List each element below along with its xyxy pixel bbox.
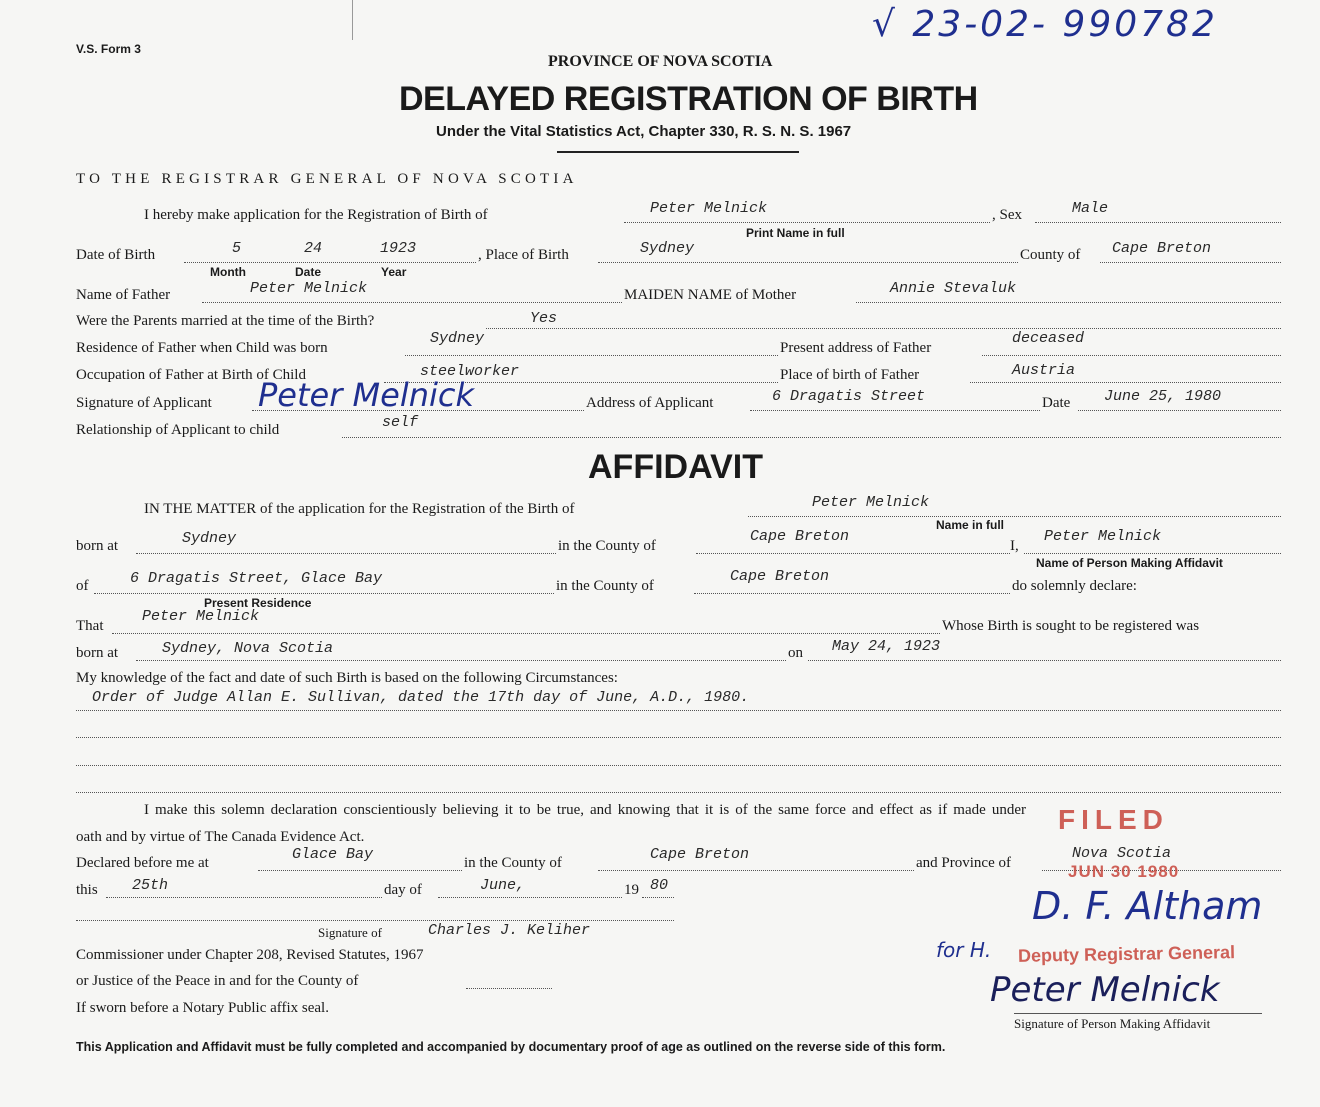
affiant-sig-label: Signature of Person Making Affidavit [1014,1016,1211,1031]
county3-value: Cape Breton [650,846,750,863]
filed-date-stamp: JUN 30 1980 [1068,862,1180,881]
born-at-label: born at [76,538,119,554]
circumstances-line-2 [76,737,1281,738]
father-res-line [405,355,778,356]
applicant-addr-line [750,410,1040,411]
commissioner-name: Charles J. Keliher [428,922,591,939]
mother-value: Annie Stevaluk [890,280,1017,297]
in-county-label-1: in the County of [558,538,656,554]
day-value: 25th [132,877,169,894]
married-line [486,328,1281,329]
of-label: of [76,578,89,594]
circumstances-line-3 [76,765,1281,766]
date-value: June 25, 1980 [1104,388,1222,405]
father-res-label: Residence of Father when Child was born [76,340,328,356]
in-county-label-2: in the County of [556,578,654,594]
born-on-line [808,660,1281,661]
father-pob-label: Place of birth of Father [780,367,920,383]
residence-note: Present Residence [204,596,312,610]
commissioner-line: Commissioner under Chapter 208, Revised Statutes, 1967 [76,947,424,963]
month-line [438,897,622,898]
this-label: this [76,882,98,898]
circumstances-value: Order of Judge Allan E. Sullivan, dated the 17th day of June, A.D., 1980. [92,689,750,706]
sex-label: , Sex [992,207,1022,223]
month-value: June, [480,877,526,894]
dob-year: 1923 [380,240,417,257]
dob-label: Date of Birth [76,247,156,263]
circumstances-line-1 [76,710,1281,711]
applicant-signature: Peter Melnick [258,376,475,414]
father-addr-value: deceased [1012,330,1085,347]
father-value: Peter Melnick [250,280,368,297]
date-label: Date [1042,395,1071,411]
month-note: Month [210,265,246,279]
county-line [1100,262,1281,263]
father-pob-value: Austria [1012,362,1076,379]
married-label: Were the Parents married at the time of the Birth? [76,313,375,329]
year-note: Year [381,265,407,279]
father-addr-label: Present address of Father [780,340,932,356]
date-note: Date [295,265,322,279]
applicant-addr-label: Address of Applicant [586,395,714,411]
sig-of-label: Signature of [318,925,382,940]
province-label: and Province of [916,855,1011,871]
notary-line: If sworn before a Notary Public affix seal. [76,1000,329,1016]
i-label: I, [1010,538,1019,554]
father-occ-label: Occupation of Father at Birth of Child [76,367,306,383]
county2-value: Cape Breton [730,568,830,585]
father-res-value: Sydney [430,330,485,347]
affiant-signature: Peter Melnick [990,970,1220,1010]
applicant-addr-value: 6 Dragatis Street [772,388,926,405]
binding-mark [352,0,353,40]
matter-name: Peter Melnick [812,494,930,511]
dob-month: 5 [232,240,242,257]
form-id: V.S. Form 3 [76,42,141,56]
county-value: Cape Breton [1112,240,1212,257]
father-pob-line [970,382,1281,383]
declared-line [258,870,462,871]
affiant-line [1024,553,1281,554]
in-county-label-3: in the County of [464,855,562,871]
justice-line: or Justice of the Peace in and for the County of [76,973,359,989]
declared-value: Glace Bay [292,846,374,863]
knowledge-label: My knowledge of the fact and date of such Birth is based on the following Circumstances: [76,670,618,686]
affiant-sig-rule [1014,1013,1262,1014]
solemn-line-2: oath and by virtue of The Canada Evidence Act. [76,829,365,845]
declared-label: Declared before me at [76,855,209,871]
mother-line [856,302,1281,303]
county-label: County of [1020,247,1081,263]
date-line [1078,410,1281,411]
declare-label: do solemnly declare: [1012,578,1137,594]
married-value: Yes [530,310,558,327]
registrar-signature: D. F. Altham [1032,884,1263,928]
that-label: That [76,618,104,634]
relationship-value: self [382,414,419,431]
intro-label: I hereby make application for the Registration of Birth of [144,207,488,223]
file-number: √ 23-02- 990782 [872,4,1218,45]
affiant-name: Peter Melnick [1044,528,1162,545]
deputy-registrar-stamp: Deputy Registrar General [1017,942,1236,966]
father-occ-value: steelworker [420,363,520,380]
day-line [106,897,382,898]
pob-label: , Place of Birth [478,247,569,263]
dob-line [184,262,476,263]
name-full-note: Name in full [936,518,1005,532]
province-value: Nova Scotia [1072,845,1172,862]
form-title: DELAYED REGISTRATION OF BIRTH [399,80,978,118]
county1-line [696,553,1010,554]
father-label: Name of Father [76,287,171,303]
justice-county-line [466,988,552,989]
born-on-value: May 24, 1923 [832,638,941,655]
father-addr-line [982,355,1281,356]
print-name-note: Print Name in full [746,226,845,240]
whose-label: Whose Birth is sought to be registered was [942,618,1200,634]
year-line [642,897,674,898]
on-label: on [788,645,803,661]
county1-value: Cape Breton [750,528,850,545]
filed-stamp: FILED [1058,804,1169,835]
day-of-label: day of [384,882,422,898]
mother-label: MAIDEN NAME of Mother [624,287,797,303]
pob-line [598,262,1018,263]
that-line [112,633,940,634]
sig-label: Signature of Applicant [76,395,212,411]
matter-label: IN THE MATTER of the application for the Registration of the Birth of [144,501,575,517]
born-at-value: Sydney [182,530,237,547]
born-at-line [136,553,556,554]
sex-line [1035,222,1281,223]
affiant-note: Name of Person Making Affidavit [1036,556,1223,570]
year-value: 80 [650,877,669,894]
year-prefix: 19 [624,882,639,898]
matter-line [748,516,1281,517]
county2-line [694,593,1010,594]
form-subtitle: Under the Vital Statistics Act, Chapter 330, R. S. N. S. 1967 [436,123,852,140]
child-name-value: Peter Melnick [650,200,768,217]
commissioner-sig-line [76,920,674,921]
child-name-line [624,222,990,223]
dob-day: 24 [304,240,323,257]
county3-line [598,870,914,871]
relationship-label: Relationship of Applicant to child [76,422,280,438]
residence-line [94,593,554,594]
circumstances-line-4 [76,792,1281,793]
footer-note: This Application and Affidavit must be fully completed and accompanied by documentary proof of age as outlined on the reverse side of this form. [76,1040,946,1054]
province-heading: PROVINCE OF NOVA SCOTIA [548,53,773,70]
born-at2-value: Sydney, Nova Scotia [162,640,334,657]
affidavit-heading: AFFIDAVIT [588,448,764,486]
born-at2-label: born at [76,645,119,661]
to-registrar-line: TO THE REGISTRAR GENERAL OF NOVA SCOTIA [76,171,578,187]
father-line [202,302,622,303]
pob-value: Sydney [640,240,695,257]
born-at2-line [136,660,786,661]
that-name: Peter Melnick [142,608,260,625]
title-rule [557,151,799,153]
for-note: for H. [936,938,992,962]
solemn-line-1: I make this solemn declaration conscientiously believing it to be true, and knowing that it is of the same force and effect as if made under [144,802,1026,818]
relationship-line [342,437,1281,438]
residence-value: 6 Dragatis Street, Glace Bay [130,570,383,587]
sex-value: Male [1072,200,1109,217]
